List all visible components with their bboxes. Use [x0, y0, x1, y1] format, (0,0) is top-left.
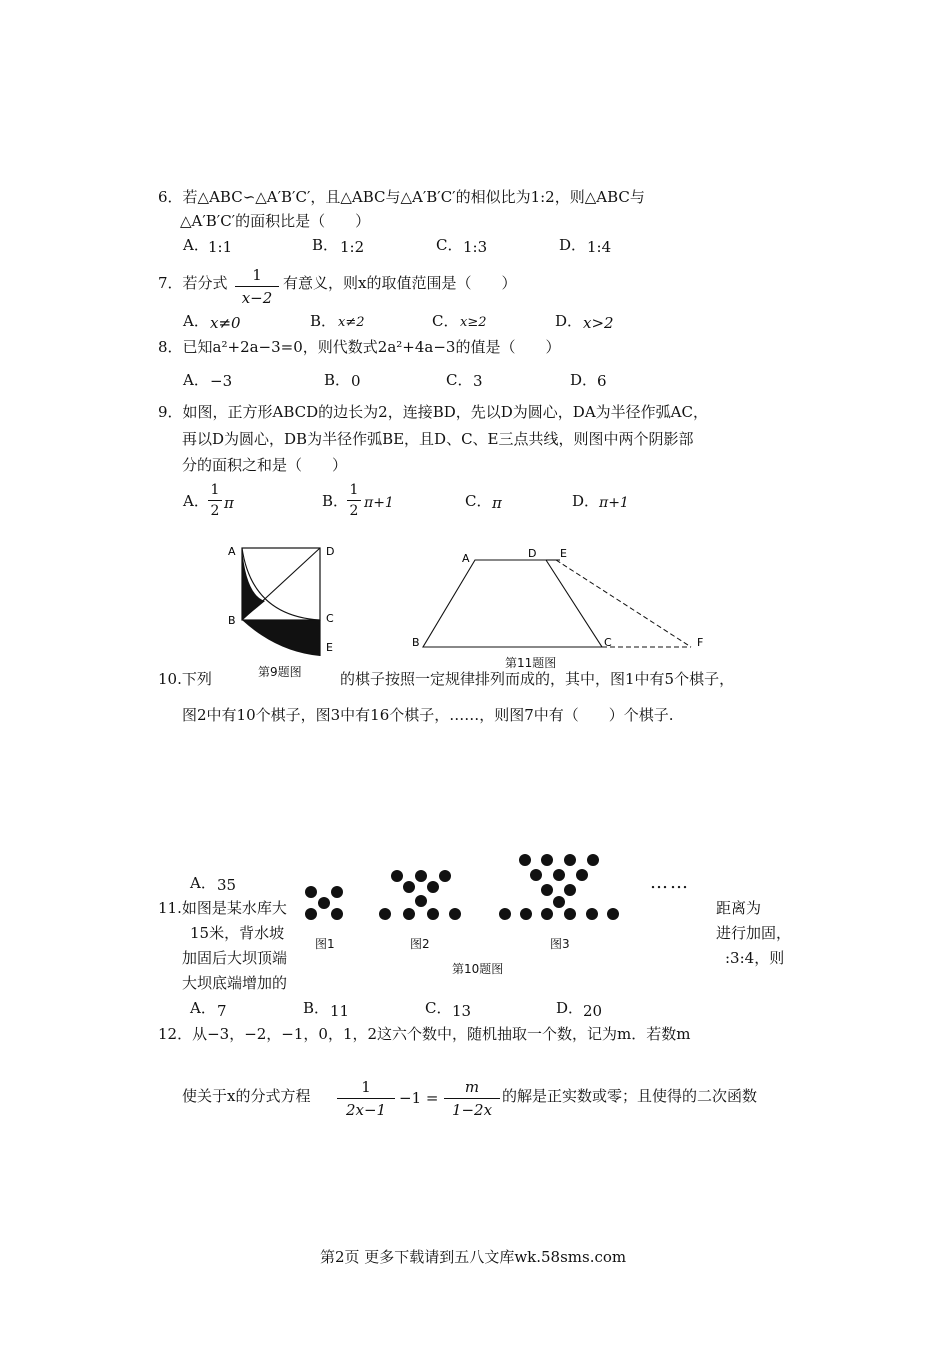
q7-option-b-label: B． [310, 312, 337, 330]
q8-option-d-label: D． [570, 371, 598, 389]
q7-frac-num: 1 [252, 266, 262, 284]
label-e: E [326, 641, 333, 654]
figure-10 [300, 850, 720, 980]
q7-option-c-label: C． [432, 312, 459, 330]
fraction-numerator: 1 [361, 1078, 371, 1096]
shaded-region-bottom [242, 620, 320, 656]
q8-option-c: 3 [473, 372, 483, 390]
q12-line1: 12．从−3，−2，−1，0，1，2这六个数中，随机抽取一个数，记为m．若数m [158, 1025, 691, 1043]
figure-9 [222, 540, 342, 665]
fraction-numerator: 1 [210, 482, 220, 498]
fraction-denominator: 2 [349, 503, 359, 519]
q11-line4: 大坝底端增加的 [182, 974, 288, 992]
q7-option-b: x≠2 [338, 315, 365, 330]
figure-10-sub-3: 图3 [550, 937, 570, 951]
fraction-denominator: 2x−1 [345, 1101, 387, 1119]
q11-option-b: 11 [330, 1002, 350, 1020]
q11-line2b: 进行加固， [716, 924, 792, 942]
q9-option-b-tail: π+1 [364, 495, 394, 511]
q8-option-a-label: A． [183, 371, 209, 389]
q7-option-d: x>2 [583, 314, 614, 332]
q7-option-a: x≠0 [210, 314, 241, 332]
q12-line2b: 的解是正实数或零；且使得的二次函数 [502, 1087, 758, 1105]
figure-10-caption: 第10题图 [452, 962, 504, 976]
q9-option-d-label: D． [572, 492, 600, 510]
q12-fraction-1 [337, 1078, 395, 1119]
q7-option-d-label: D． [555, 312, 583, 330]
label-b: B [228, 614, 236, 627]
q7-option-c: x≥2 [460, 315, 487, 330]
fraction-numerator: 1 [349, 482, 359, 498]
figure-10-ellipsis: …… [650, 872, 690, 893]
q11-line3a: 加固后大坝顶端 [182, 949, 288, 967]
label-f: F [697, 636, 704, 649]
q8-option-a: −3 [210, 372, 233, 390]
q10-line1a: 10.下列 [158, 670, 212, 688]
q11-option-d-label: D． [556, 999, 584, 1017]
q7-frac-den: x−2 [241, 289, 273, 307]
q9-option-b-fraction [347, 482, 361, 519]
q6-option-a-label: A． [183, 236, 209, 254]
figure-9-caption: 第9题图 [258, 665, 302, 679]
q11-option-a: 7 [217, 1002, 227, 1020]
q11-line1b: 距离为 [716, 899, 762, 917]
q6-option-c-label: C． [436, 236, 463, 254]
label-c: C [604, 636, 612, 649]
q10-line2: 图2中有10个棋子，图3中有16个棋子，……，则图7中有（ ）个棋子. [182, 706, 674, 724]
q6-option-d: 1:4 [587, 238, 612, 256]
q9-option-c-label: C． [465, 492, 492, 510]
q8-option-d: 6 [597, 372, 607, 390]
q9-option-d: π+1 [599, 495, 629, 511]
q7-option-a-label: A． [183, 312, 209, 330]
q7-prefix: 7．若分式 [158, 274, 228, 292]
q11-option-d: 20 [583, 1002, 603, 1020]
q9-line2: 再以D为圆心，DB为半径作弧BE，且D、C、E三点共线，则图中两个阴影部 [182, 430, 694, 448]
q11-option-c: 13 [452, 1002, 472, 1020]
figure-11 [408, 543, 708, 658]
q11-line2a: 15米，背水坡 [190, 924, 285, 942]
q11-option-a-label: A． [190, 999, 216, 1017]
q11-option-c-label: C． [425, 999, 452, 1017]
q9-option-b-label: B． [322, 492, 349, 510]
label-b: B [412, 636, 420, 649]
q10-line1b: 的棋子按照一定规律排列而成的，其中，图1中有5个棋子， [340, 670, 735, 688]
q12-line2a: 使关于x的分式方程 [182, 1087, 311, 1105]
q9-option-a-label: A． [183, 492, 209, 510]
q11-line1a: 11.如图是某水库大 [158, 899, 287, 917]
label-c: C [326, 612, 334, 625]
q9-line1: 9．如图，正方形ABCD的边长为2，连接BD，先以D为圆心，DA为半径作弧AC， [158, 403, 708, 421]
q12-equation-middle: −1 = [399, 1089, 439, 1107]
figure-10-sub-1: 图1 [315, 937, 335, 951]
q6-option-b: 1:2 [340, 238, 365, 256]
q9-option-a-tail: π [224, 494, 234, 512]
q6-option-a: 1:1 [208, 238, 233, 256]
q6-option-c: 1:3 [463, 238, 488, 256]
q9-option-c: π [492, 494, 502, 512]
fraction-numerator: m [464, 1078, 480, 1096]
q12-fraction-2 [444, 1078, 500, 1119]
q10-option-a: 35 [217, 876, 237, 894]
fraction-denominator: 1−2x [451, 1101, 493, 1119]
fraction-denominator: 2 [210, 503, 220, 519]
q8-option-b-label: B． [324, 371, 351, 389]
label-d: D [528, 547, 537, 560]
label-d: D [326, 545, 335, 558]
figure-10-dots [300, 850, 720, 980]
q6-option-b-label: B． [312, 236, 339, 254]
q8-text: 8．已知a²+2a−3=0，则代数式2a²+4a−3的值是（ ） [158, 338, 561, 356]
q6-option-d-label: D． [559, 236, 587, 254]
page-footer: 第2页 更多下载请到五八文库wk.58sms.com [320, 1248, 627, 1266]
q10-option-a-label: A． [190, 874, 216, 892]
label-a: A [228, 545, 236, 558]
q8-option-b: 0 [351, 372, 361, 390]
figure-11-caption: 第11题图 [505, 656, 557, 670]
q7-fraction [235, 266, 279, 307]
label-e: E [560, 547, 567, 560]
q6-line2: △A′B′C′的面积比是（ ） [180, 212, 371, 230]
q11-line3b: :3:4，则 [725, 949, 785, 967]
q11-option-b-label: B． [303, 999, 330, 1017]
dashed-ef [556, 560, 691, 647]
figure-10-sub-2: 图2 [410, 937, 430, 951]
q9-line3: 分的面积之和是（ ） [182, 456, 348, 474]
q7-suffix: 有意义，则x的取值范围是（ ） [283, 274, 517, 292]
q6-line1: 6．若△ABC∽△A′B′C′，且△ABC与△A′B′C′的相似比为1:2，则△ABC与 [158, 188, 645, 206]
label-a: A [462, 552, 470, 565]
trapezoid-abcd [423, 560, 602, 647]
q8-option-c-label: C． [446, 371, 473, 389]
q9-option-a-fraction [208, 482, 222, 519]
